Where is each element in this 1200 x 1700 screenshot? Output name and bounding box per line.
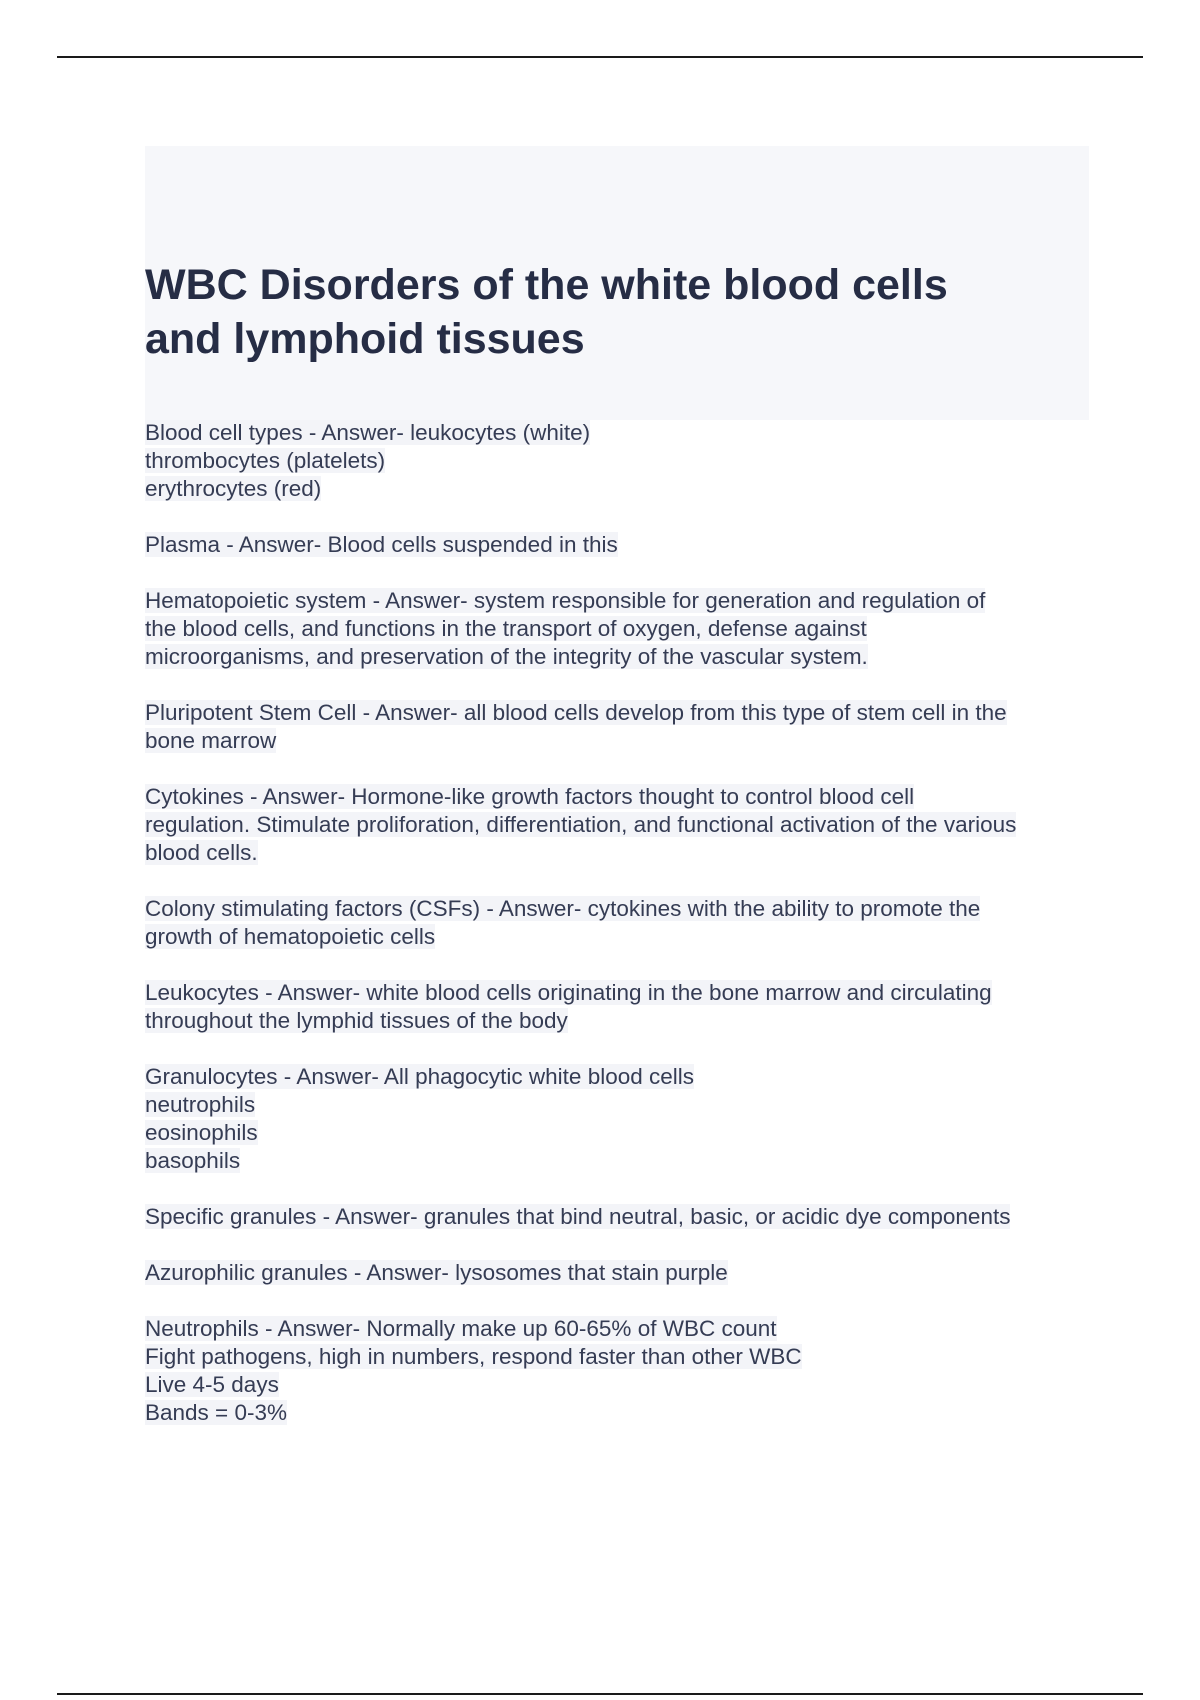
entry-term-line [145,699,1085,727]
entry-text: Plasma - Answer- Blood cells suspended in this [145,532,618,557]
entry-answer-line [145,1371,1085,1399]
entry-answer-line [145,475,1085,503]
entry-answer-line [145,1007,1085,1035]
entry-answer-line [145,811,1085,839]
entry-text: basophils [145,1148,241,1173]
entry-answer-line [145,1091,1085,1119]
entry-text: Hematopoietic system - Answer- system responsible for generation and regulation of [145,588,986,613]
entry-answer-line [145,839,1085,867]
entry-answer-line [145,923,1085,951]
entry-text: Live 4-5 days [145,1372,279,1397]
entry-text: thrombocytes (platelets) [145,448,386,473]
flashcard-entry [145,1063,1085,1175]
flashcard-entry [145,1203,1085,1231]
title-line: WBC Disorders of the white blood cells [145,261,948,309]
flashcard-list [145,419,1085,1455]
bottom-rule [57,1693,1143,1695]
entry-text: Azurophilic granules - Answer- lysosomes that stain purple [145,1260,728,1285]
entry-term-line [145,1259,1085,1287]
flashcard-entry [145,531,1085,559]
entry-text: Granulocytes - Answer- All phagocytic white blood cells [145,1064,695,1089]
flashcard-entry [145,1315,1085,1427]
flashcard-entry [145,979,1085,1035]
entry-answer-line [145,1119,1085,1147]
entry-text: Specific granules - Answer- granules that bind neutral, basic, or acidic dye components [145,1204,1011,1229]
entry-text: Pluripotent Stem Cell - Answer- all blood cells develop from this type of stem cell in the [145,700,1007,725]
entry-answer-line [145,1343,1085,1371]
entry-text: microorganisms, and preservation of the integrity of the vascular system. [145,644,868,669]
entry-text: Leukocytes - Answer- white blood cells originating in the bone marrow and circulating [145,980,992,1005]
entry-term-line [145,587,1085,615]
entry-term-line [145,1315,1085,1343]
entry-text: Cytokines - Answer- Hormone-like growth factors thought to control blood cell [145,784,915,809]
entry-text: the blood cells, and functions in the transport of oxygen, defense against [145,616,867,641]
entry-term-line [145,979,1085,1007]
entry-answer-line [145,1147,1085,1175]
entry-text: erythrocytes (red) [145,476,322,501]
entry-text: Colony stimulating factors (CSFs) - Answer- cytokines with the ability to promote the [145,896,981,921]
flashcard-entry [145,699,1085,755]
entry-answer-line [145,727,1085,755]
flashcard-entry [145,1259,1085,1287]
entry-text: Blood cell types - Answer- leukocytes (white) [145,420,591,445]
entry-text: regulation. Stimulate proliforation, differentiation, and functional activation of the various [145,812,1017,837]
flashcard-entry [145,587,1085,671]
top-rule [57,56,1143,58]
entry-answer-line [145,615,1085,643]
entry-text: neutrophils [145,1092,256,1117]
entry-text: bone marrow [145,728,277,753]
entry-term-line [145,419,1085,447]
entry-text: blood cells. [145,840,258,865]
entry-text: growth of hematopoietic cells [145,924,436,949]
flashcard-entry [145,895,1085,951]
entry-text: eosinophils [145,1120,258,1145]
entry-answer-line [145,643,1085,671]
title-line: and lymphoid tissues [145,315,585,363]
entry-term-line [145,1203,1085,1231]
entry-text: Fight pathogens, high in numbers, respond faster than other WBC [145,1344,802,1369]
flashcard-entry [145,783,1085,867]
entry-term-line [145,1063,1085,1091]
entry-term-line [145,531,1085,559]
page-title [145,258,1045,366]
flashcard-entry [145,419,1085,503]
entry-term-line [145,895,1085,923]
entry-text: Bands = 0-3% [145,1400,287,1425]
entry-text: Neutrophils - Answer- Normally make up 60-65% of WBC count [145,1316,777,1341]
entry-answer-line [145,447,1085,475]
entry-answer-line [145,1399,1085,1427]
entry-text: throughout the lymphid tissues of the body [145,1008,568,1033]
entry-term-line [145,783,1085,811]
